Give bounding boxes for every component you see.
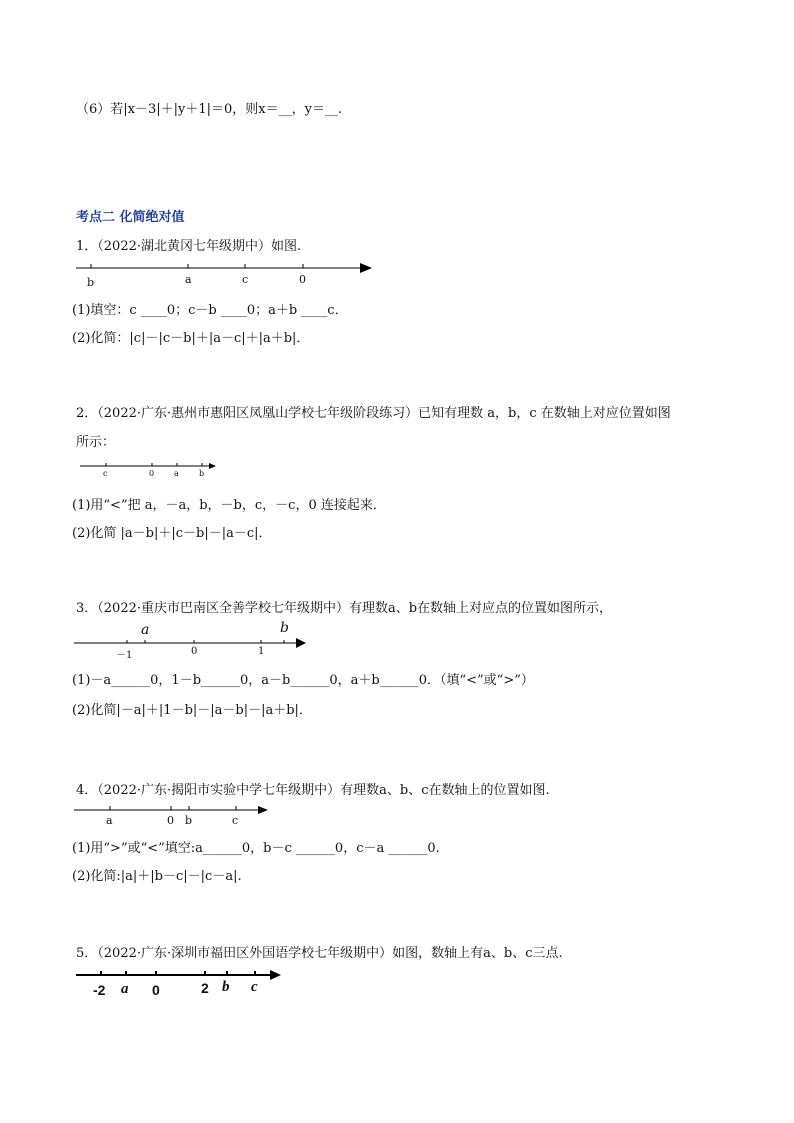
q4-label-b: b [185,814,193,827]
q2-header-cont: 所示： [76,435,116,450]
q1-label-a: a [185,273,192,286]
q5-label-a: a [121,981,129,997]
q3-header: 3．（2022·重庆市巴南区全善学校七年级期中）有理数a、b在数轴上对应点的位置如图所示， [76,601,613,616]
q5-arrow [270,970,281,980]
q2-part2: (2)化简 |a－b|＋|c－b|－|a－c|． [72,526,272,541]
q4-label-c: c [232,814,239,827]
q5-label-neg2: -2 [93,982,106,998]
q4-header: 4．（2022·广东·揭阳市实验中学七年级期中）有理数a、b、c在数轴上的位置如图. [76,783,550,798]
q5-label-0: 0 [152,982,160,998]
q4-part2: (2)化简:|a|＋|b－c|－|c－a|. [72,869,242,884]
q3-label-0: 0 [191,646,198,657]
q5-label-b: b [222,979,230,995]
q1-label-c: c [242,273,249,286]
q3-label-b: b [280,620,289,636]
q3-part1: (1)－a______0，1－b______0，a－b______0，a＋b______0．（填“<”或“>”） [72,673,534,688]
q2-header: 2．（2022·广东·惠州市惠阳区凤凰山学校七年级阶段练习）已知有理数 a，b，c 在数轴上对应位置如图 [76,406,671,421]
q4-part1: (1)用“>”或“<”填空:a______0，b－c ______0，c－a ______0. [72,841,440,856]
q1-label-0: 0 [299,273,306,286]
q4-label-0: 0 [167,814,174,827]
q2-label-b: b [199,469,205,478]
q1-header: 1．（2022·湖北黄冈七年级期中）如图. [76,239,302,254]
q3-label-neg1: －1 [116,650,133,661]
section-title: 考点二 化简绝对值 [76,210,185,225]
q5-label-c: c [251,979,258,995]
q4-label-a: a [106,814,113,827]
q1-part1: (1)填空：c ____0；c－b ____0；a＋b ____c． [72,303,348,318]
q3-part2: (2)化简|－a|＋|1－b|－|a－b|－|a＋b|． [72,703,312,718]
q3-label-1: 1 [258,646,265,657]
q2-label-0: 0 [149,469,155,478]
q5-label-2: 2 [201,980,209,996]
q2-label-a: a [174,469,179,478]
q2-label-c: c [103,469,108,478]
q1-label-b: b [87,276,95,289]
item-6-text: （6）若|x－3|＋|y＋1|＝0，则x＝__，y＝__. [76,102,343,117]
q5-header: 5．（2022·广东·深圳市福田区外国语学校七年级期中）如图，数轴上有a、b、c三点. [76,946,563,961]
q2-part1: (1)用“<”把 a，－a，b，－b，c，－c，0 连接起来． [72,498,386,513]
q1-part2: (2)化简：|c|－|c－b|＋|a－c|＋|a＋b|． [72,331,310,346]
q3-label-a: a [141,622,150,638]
